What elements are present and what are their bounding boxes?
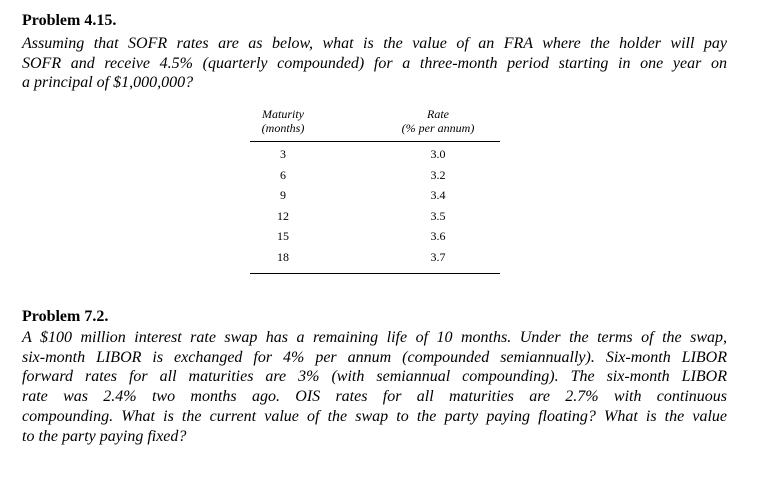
table-row (250, 247, 500, 274)
table-row (250, 165, 500, 186)
maturity-header-unit: (months) (261, 121, 305, 135)
maturity-cell: 12 (277, 208, 289, 223)
rate-column-header (316, 103, 500, 142)
problem-7-2-text (22, 328, 727, 446)
problem-7-2-line: six-month LIBOR is exchanged for 4% per annum (compounded semiannually). Six-month LIBOR (22, 348, 727, 366)
maturity-cell: 18 (250, 247, 316, 274)
rate-cell: 3.2 (430, 167, 446, 182)
table-row (250, 226, 500, 247)
problem-4-15-heading: Problem 4.15. (22, 12, 117, 29)
rate-cell: 3.6 (430, 229, 446, 243)
problem-4-15-line: SOFR and receive 4.5% (quarterly compounded) for a three-month period starting in one year on (22, 54, 727, 72)
rate-header-unit: (% per annum) (401, 121, 475, 135)
problem-7-2-line: compounding. What is the current value of the swap to the party paying floating? What is the value (22, 407, 727, 425)
problem-4-15-line: a principal of $1,000,000? (22, 74, 194, 92)
problem-7-2-heading: Problem 7.2. (22, 308, 109, 325)
maturity-column-header (250, 103, 316, 142)
rate-cell: 3.5 (430, 208, 446, 223)
rate-cell: 3.0 (430, 147, 446, 161)
rate-cell: 3.7 (316, 247, 500, 274)
problem-7-2-line: A $100 million interest rate swap has a remaining life of 10 months. Under the terms of the swap, (22, 329, 727, 346)
maturity-cell: 3 (280, 147, 286, 161)
rate-header-label: Rate (427, 107, 449, 121)
table-row (250, 185, 500, 206)
problem-4-15-line: Assuming that SOFR rates are as below, what is the value of an FRA where the holder will pay (22, 35, 727, 52)
problem-7-2-line: rate was 2.4% two months ago. OIS rates for all maturities are 2.7% with continuous (22, 388, 727, 406)
maturity-cell: 6 (280, 167, 286, 182)
maturity-header-label: Maturity (262, 107, 304, 121)
maturity-cell: 9 (280, 188, 286, 202)
sofr-rate-table (250, 103, 500, 274)
rate-cell: 3.4 (430, 188, 446, 202)
table-header-row (250, 103, 500, 142)
table-row (250, 142, 500, 165)
maturity-cell: 15 (277, 229, 289, 243)
table-row (250, 206, 500, 227)
problem-7-2-line: forward rates for all maturities are 3% (with semiannual compounding). The six-month LIBOR (22, 368, 727, 386)
problem-4-15-text (22, 34, 727, 93)
problem-7-2-line: to the party paying fixed? (22, 427, 187, 445)
